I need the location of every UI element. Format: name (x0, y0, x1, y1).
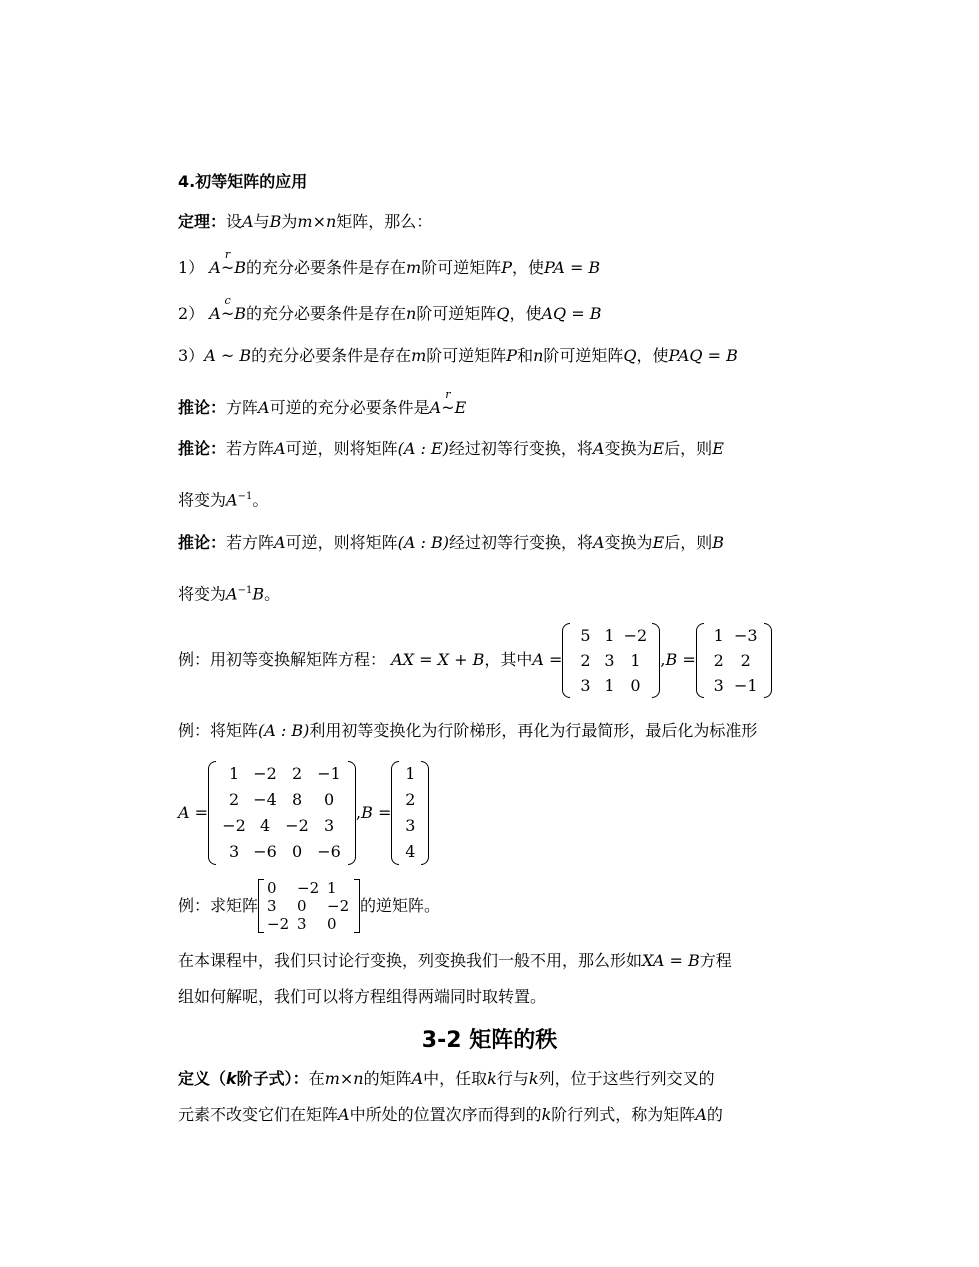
matrix-cell: −6 (317, 842, 341, 861)
matrix-cell: 3 (267, 897, 277, 915)
matrix-cell: 1 (713, 625, 724, 645)
corollary-3: 推论：若方阵A可逆，则将矩阵(A : B)经过初等行变换，将A变换为E后，则B (178, 533, 725, 552)
section-heading: 4.初等矩阵的应用 (178, 172, 308, 191)
matrix-cell: 5 (580, 625, 591, 645)
matrix-cell: 2 (580, 650, 591, 670)
example-1: 例：用初等变换解矩阵方程： AX = X + B ，其中 A = 5 1 −2 2 3 1 3 1 0 , B = 1 −3 2 2 3 −1 (178, 622, 772, 698)
example-2: 例：将矩阵(A : B)利用初等变换化为行阶梯形，再化为行最简形，最后化为标准形 (178, 721, 758, 740)
matrix-cell: 3 (580, 675, 591, 695)
matrix-cell: 3 (323, 816, 335, 835)
example-3: 例：求矩阵 0 −2 1 3 0 −2 −2 3 0 的逆矩阵。 (178, 879, 441, 933)
definition-line-1: 定义（k阶子式）：在m×n的矩阵A中，任取k行与k列，位于这些行列交叉的 (178, 1069, 715, 1088)
matrix-cell: −2 (327, 897, 350, 915)
matrix-cell: −2 (285, 816, 309, 835)
matrix-cell: 0 (297, 897, 307, 915)
matrix-cell: 0 (327, 915, 337, 933)
matrix-cell: 0 (323, 790, 335, 809)
matrix-cell: 4 (259, 816, 271, 835)
matrix-cell: 2 (405, 790, 416, 809)
matrix-A-ex1 (562, 623, 660, 698)
matrix-B-ex2 (391, 761, 429, 865)
matrix-cell: −2 (253, 764, 277, 783)
matrix-cell: 3 (604, 650, 615, 670)
matrix-cell: 8 (291, 790, 303, 809)
matrix-cell: 0 (267, 879, 277, 897)
matrix-cell: 0 (291, 842, 303, 861)
section-title: 3-2 矩阵的秩 (421, 1028, 558, 1053)
matrix-cell: 3 (228, 842, 240, 861)
matrix-cell: 3 (405, 816, 416, 835)
theorem-label: 定理： (178, 212, 227, 231)
matrix-cell: −2 (297, 879, 320, 897)
matrix-cell: 1 (228, 764, 240, 783)
matrix-cell: 2 (740, 650, 751, 670)
paragraph-line-2: 组如何解呢，我们可以将方程组得两端同时取转置。 (178, 987, 547, 1006)
matrix-cell: 1 (327, 879, 337, 897)
theorem-item-2: 2） A~ c B的充分必要条件是存在n阶可逆矩阵Q，使AQ = B (178, 294, 602, 323)
matrix-cell: 1 (604, 625, 615, 645)
matrix-cell: −1 (317, 764, 341, 783)
matrix-cell: −2 (267, 915, 290, 933)
matrix-cell: 1 (405, 764, 416, 783)
matrix-cell: 2 (228, 790, 240, 809)
matrix-cell: 3 (713, 675, 724, 695)
matrix-cell: 1 (604, 675, 615, 695)
matrix-cell: −2 (222, 816, 246, 835)
matrix-cell: −2 (623, 625, 648, 645)
matrix-cell: −1 (733, 675, 758, 695)
definition-line-2: 元素不改变它们在矩阵A中所处的位置次序而得到的k阶行列式，称为矩阵A的 (178, 1105, 723, 1124)
matrix-cell: −4 (253, 790, 277, 809)
example-2-matrices: A = 1 −2 2 −1 2 −4 8 0 −2 4 −2 3 3 −6 0 −6 , B = 1 2 3 4 (178, 760, 429, 866)
matrix-cell: 4 (405, 842, 416, 861)
theorem-item-1: 1） A~ r B的充分必要条件是存在m阶可逆矩阵P，使PA = B (178, 248, 601, 277)
matrix-B-ex1 (696, 623, 772, 698)
matrix-cell: 2 (291, 764, 303, 783)
paragraph-line-1: 在本课程中，我们只讨论行变换，列变换我们一般不用，那么形如XA = B方程 (178, 951, 732, 970)
theorem-item-3: 3）A ~ B的充分必要条件是存在m阶可逆矩阵P和n阶可逆矩阵Q，使PAQ = B (178, 346, 738, 365)
matrix-cell: 1 (630, 650, 641, 670)
corollary-2: 推论：若方阵A可逆，则将矩阵(A : E)经过初等行变换，将A变换为E后，则E (178, 439, 724, 458)
matrix-cell: 2 (713, 650, 724, 670)
matrix-cell: 3 (297, 915, 307, 933)
corollary-3-line2: 将变为$A^{-1}B$。 (178, 584, 281, 604)
matrix-A-ex2 (208, 761, 356, 865)
theorem-line: 定理：设A与B为m×n矩阵，那么： (178, 212, 433, 231)
matrix-cell: −3 (733, 625, 758, 645)
corollary-2-line2: 将变为$A^{-1}$。 (178, 490, 269, 510)
matrix-cell: −6 (253, 842, 277, 861)
matrix-cell: 0 (630, 675, 641, 695)
corollary-1: 推论：方阵A可逆的充分必要条件是A~ r E (178, 388, 467, 417)
matrix-M-ex3 (258, 879, 360, 933)
